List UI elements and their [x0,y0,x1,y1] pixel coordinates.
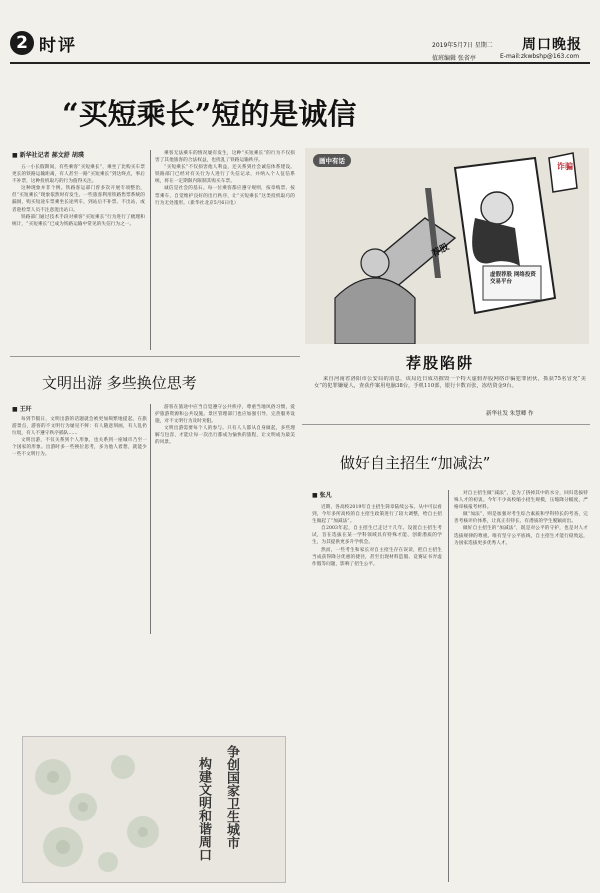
travel-article-col1: 每到节假日，文明出游的话题就会被更加频繁地提起。在旅游景点，游客的不文明行为屡见不鲜：有人随意刻画，有人乱扔垃圾，有人不遵守秩序插队…… 文明出游，不仅关系到个人形象，也关系到一座城市乃至一个国家的形象。出游时多一些换位思考，多为他人着想，就能少一些不文明行为。 [12,417,147,458]
section-rule-1 [10,356,300,357]
travel-article-col2: 游客在旅途中应当自觉遵守公共秩序，尊重当地风俗习惯，爱护旅游资源和公共设施。景区管理部门也应加强引导，完善服务设施，对不文明行为及时劝阻。 文明出游需要每个人的参与。只有人人都从自身做起，多些理解与包容，才能让每一次出行都成为愉快的旅程，让文明成为最美的风景。 [155,405,295,446]
cartoon-caption: 来自河南省洛阳市公安局的消息，该局近日成功摧毁一个特大虚假荐股网络诈骗犯罪团伙，抓获75名冒充“美女”的犯罪嫌疑人，查获作案用电脑38台，手机110部，银行卡数百张，冻结资金9台。 [314,376,586,390]
civic-banner [22,736,286,883]
exam-column-divider [448,490,449,882]
banner-flower-decoration [23,737,285,882]
section-title: 时评 [39,36,77,56]
cartoon-credit: 新华社发 朱慧卿 作 [486,411,534,417]
paper-name-logo: 周口晚报 [522,37,582,53]
main-article-col2: 乘客无法乘车的情况屡有发生，这种“买短乘长”的行为不仅损害了其他旅客的合法权益，也扰乱了铁路运输秩序。 “买短乘长”不仅损害他人利益，还关系到社会诚信体系建设。铁路部门已经对有关行为人进行了失信记录，并纳入个人征信系统，将在一定期限内限制其购买车票。 诚信是社会的基石。每一位乘客都应遵守规则，按章购票、按票乘车，自觉维护良好的出行秩序，让“买短乘长”这类投机取巧的行为无处遁形。（新华社北京5月6日电） [155,151,295,206]
sign-text: 荐股 [430,242,452,260]
page-number-badge: 2 [10,31,34,55]
exam-byline: ■ 张凡 [312,490,332,499]
banner-line2: 构建文明和谐周口 [196,757,211,861]
header-rule [10,62,590,64]
travel-byline: ■ 王玕 [12,404,32,413]
exam-headline: 做好自主招生“加减法” [340,454,491,472]
main-column-divider [150,150,151,350]
banner-line1: 争创国家卫生城市 [224,745,239,849]
phone-screen-text: 虚假荐股 网络投资 交易平台 [490,272,536,285]
travel-column-divider [150,404,151,634]
cartoon-title: 荐股陷阱 [406,354,475,372]
main-byline: ■ 新华社记者 郝文舒 胡璞 [12,150,84,159]
section-rule-2 [302,424,590,425]
editor-line: 值班编辑 张省亭 [432,55,476,62]
main-headline: “买短乘长”短的是诚信 [62,97,357,131]
exam-article-col1: 近期，各高校2019年自主招生简章陆续公布。从中可以看到，今年多所高校的自主招生政策进行了较大调整，给自主招生做起了“加减法”。 自2003年起，自主招生已走过十几年。设置自主招生考试，旨在选拔在某一学科领域具有特殊才能、创新潜质的学生，为其提供更多升学机会。 然而，一些考生和家长对自主招生存在误读，把自主招生当成获得降分优惠的捷径，甚至出现材料造假、竞赛证书弄虚作假等问题，影响了招生公平。 [312,505,442,567]
travel-headline: 文明出游 多些换位思考 [42,374,197,392]
main-article-col1: 五一小长假期间，有些乘客“买短乘长”，乘坐了比购买车票更长的铁路运输距离，有人甚至一路“买短乘长”到达终点，事后不补票，这种投机取巧的行为值得关注。 这种现象并非个例。铁路客运部门曾多次开展专项整治，但“买短乘长”现象依然时有发生。一些旅客利用铁路售票系统的漏洞，购买短途车票乘坐长途列车，到站后不补票、不出站，或者趁检票人员不注意混出站口。 铁路部门通过技术手段对乘客“买短乘长”行为进行了梳理和统计，“买短乘长”已成为铁路运输中常见的失信行为之一。 [12,165,145,227]
cartoon-column-tag: 画中有话 [313,154,351,167]
email-line: E-mail:zkwbshp@163.com [500,53,580,60]
date-line: 2019年5月7日 星期二 [432,42,493,49]
exam-article-col2: 对自主招生做“减法”，是为了挤掉其中的水分，回归选拔特殊人才的初衷。今年不少高校缩小招生规模，压缩降分幅度，严格审核报考材料。 做“加法”，则是加强对考生综合素质和学科特长的考查，完善考核评价体系，让真正有特长、有潜质的学生脱颖而出。 做好自主招生的“加减法”，既是对公平的守护，也是对人才选拔规律的尊重。唯有坚守公平底线，自主招生才能行稳致远，为国家选拔更多优秀人才。 [454,491,588,546]
cartoon-panel [305,148,589,344]
scam-stamp: 诈骗 [557,162,573,171]
page-header [0,0,600,62]
